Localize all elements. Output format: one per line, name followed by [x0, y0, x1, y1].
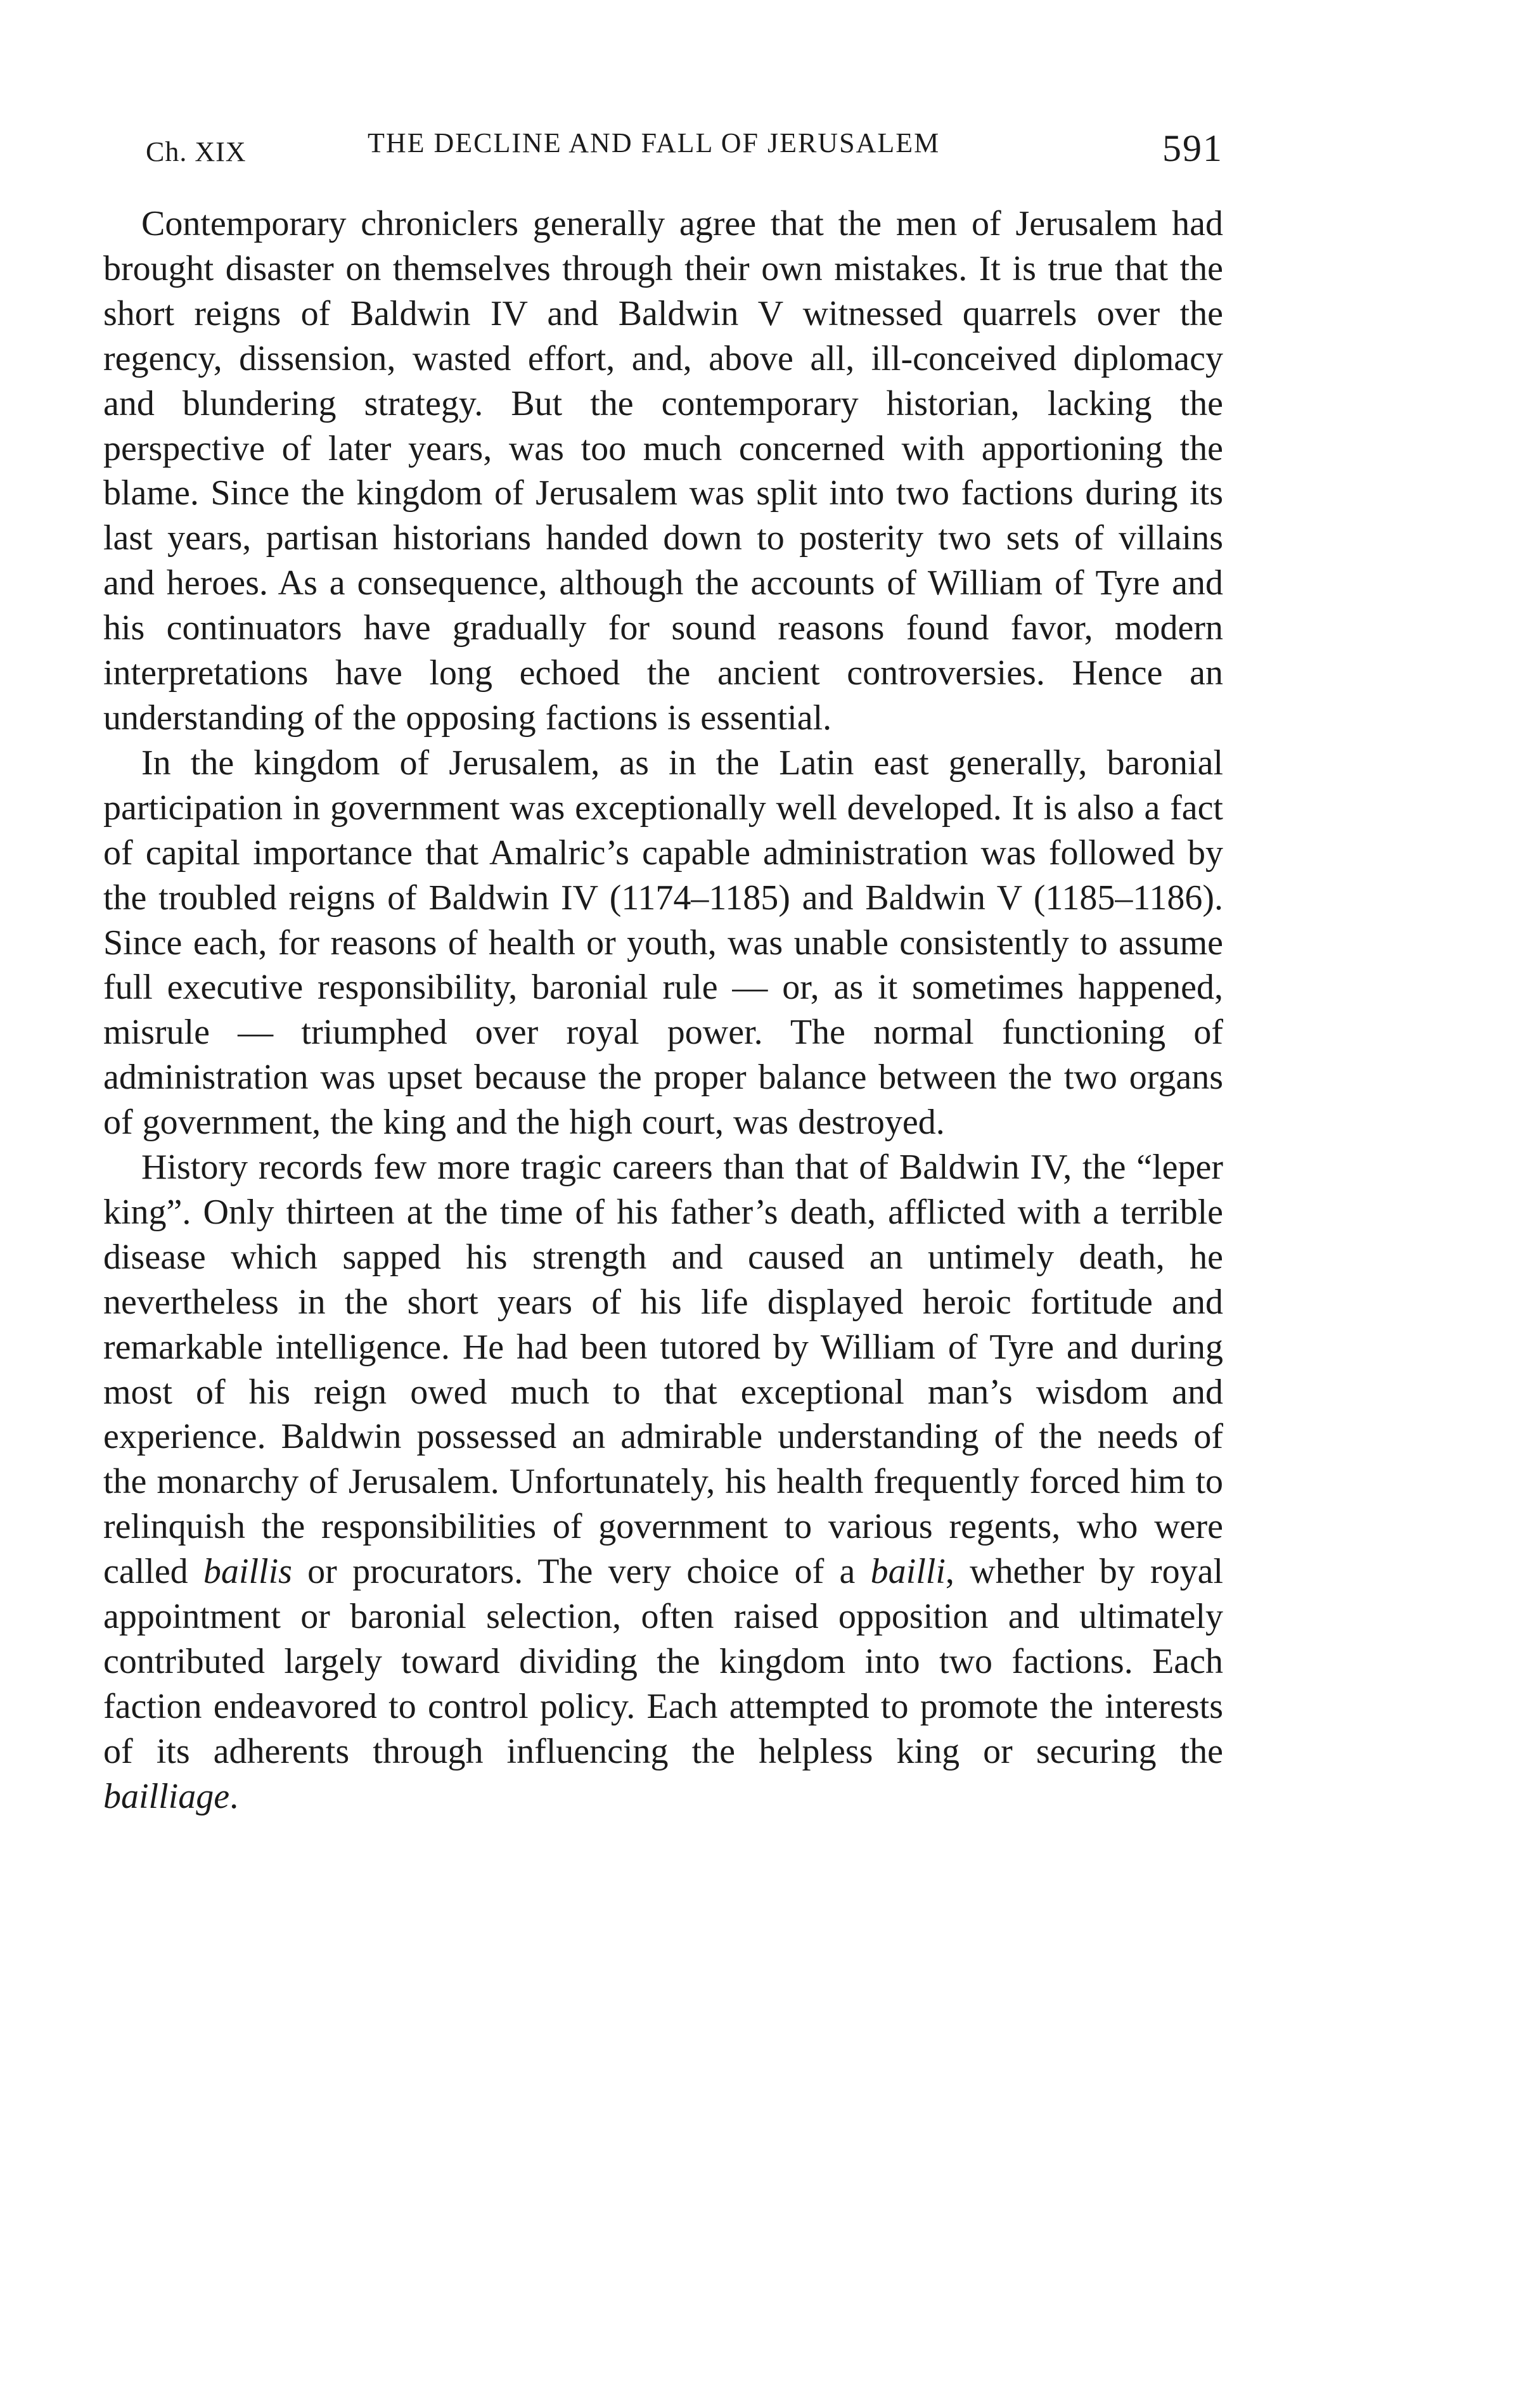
italic-term-baillis: baillis	[203, 1552, 292, 1592]
paragraph-3-text-4: .	[229, 1776, 239, 1816]
paragraph-1: Contemporary chroniclers generally agree that the men of Jerusalem had brought disaster on themselves through their own mistakes. It is true that the short reigns of Baldwin IV and Baldwin V witnessed quarrels over the regency, dissension, wasted effort, and, above all, ill-conceived diplomacy and blundering strategy. But the contemporary historian, lacking the perspective of later years, was too much concerned with apportioning the blame. Since the kingdom of Jerusalem was split into two factions during its last years, partisan historians handed down to posterity two sets of villains and heroes. As a consequence, although the accounts of William of Tyre and his continuators have gradually for sound reasons found favor, modern interpretations have long echoed the ancient controversies. Hence an understanding of the opposing factions is essential.	[103, 204, 1223, 738]
page-number: 591	[1162, 127, 1223, 169]
chapter-label: Ch. XIX	[146, 136, 247, 167]
running-head	[146, 127, 1223, 177]
paragraph-3	[103, 1145, 1223, 1819]
running-title: THE DECLINE AND FALL OF JERUSALEM	[368, 127, 940, 158]
paragraph-3-text-1: History records few more tragic careers than that of Baldwin IV, the “leper king”. Only thirteen at the time of his father’s death, afflicted with a terrible disease which sapped his strength and caused an untimely death, he nevertheless in the short years of his life displayed heroic fortitude and remarkable intelligence. He had been tutored by William of Tyre and during most of his reign owed much to that exceptional man’s wisdom and experience. Baldwin possessed an admirable understanding of the needs of the monarchy of Jerusalem. Unfortunately, his health frequently forced him to relinquish the responsibilities of government to various regents, who were called	[103, 1148, 1223, 1592]
italic-term-bailliage: bailliage	[103, 1776, 230, 1816]
italic-term-bailli: bailli	[870, 1552, 946, 1592]
body-text	[103, 202, 1223, 1819]
paragraph-2: In the kingdom of Jerusalem, as in the Latin east generally, baronial participation in government was exceptionally well developed. It is also a fact of capital importance that Amalric’s capable administration was followed by the troubled reigns of Baldwin IV (1174–1185) and Baldwin V (1185–1186). Since each, for reasons of health or youth, was unable consistently to assume full executive responsibility, baronial rule — or, as it sometimes happened, misrule — triumphed over royal power. The normal functioning of administration was upset because the proper balance between the two organs of government, the king and the high court, was destroyed.	[103, 743, 1223, 1143]
paragraph-3-text-2: or procurators. The very choice of a	[292, 1552, 871, 1592]
paragraph-3-text-3: , whether by royal appointment or baronial selection, often raised opposition and ultimately contributed largely toward dividing the kingdom into two factions. Each faction endeavored to control policy. Each attempted to promote the interests of its adherents through influencing the helpless king or securing the	[103, 1552, 1224, 1771]
